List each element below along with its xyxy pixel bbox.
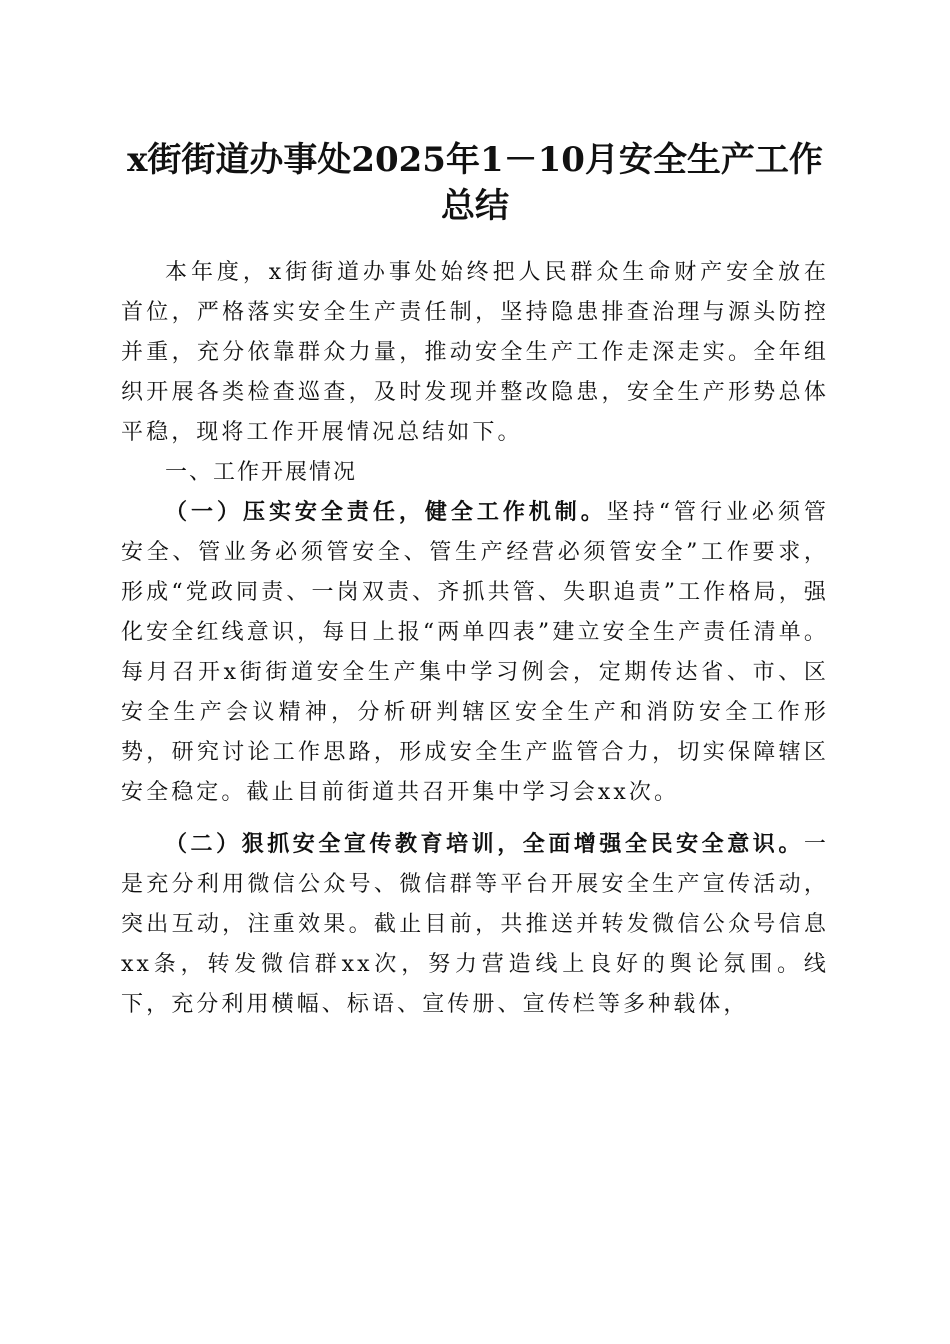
- subsection-2-paragraph: [121, 825, 829, 1025]
- intro-paragraph: 本年度，x街街道办事处始终把人民群众生命财产安全放在首位，严格落实安全生产责任制，坚持隐患排查治理与源头防控并重，充分依靠群众力量，推动安全生产工作走深走实。全年组织开展各类检查巡查，及时发现并整改隐患，安全生产形势总体平稳，现将工作开展情况总结如下。: [121, 260, 829, 445]
- document-title: [100, 137, 850, 229]
- document-body: [121, 253, 829, 1025]
- subsection-1-heading: （一）压实安全责任，健全工作机制。: [165, 500, 607, 525]
- title-line-2: 总结: [441, 186, 509, 226]
- subsection-2-body: 一是充分利用微信公众号、微信群等平台开展安全生产宣传活动，突出互动，注重效果。截止目前，共推送并转发微信公众号信息xx条，转发微信群xx次，努力营造线上良好的舆论氛围。线下，充分利用横幅、标语、宣传册、宣传栏等多种载体，: [121, 832, 829, 1017]
- subsection-1-body: 坚持“管行业必须管安全、管业务必须管安全、管生产经营必须管安全”工作要求，形成“党政同责、一岗双责、齐抓共管、失职追责”工作格局，强化安全红线意识，每日上报“两单四表”建立安全生产责任清单。每月召开x街街道安全生产集中学习例会，定期传达省、市、区安全生产会议精神，分析研判辖区安全生产和消防安全工作形势，研究讨论工作思路，形成安全生产监管合力，切实保障辖区安全稳定。截止目前街道共召开集中学习会xx次。: [121, 500, 829, 805]
- section-heading-1: 一、工作开展情况: [165, 460, 358, 485]
- subsection-1-paragraph: [121, 493, 829, 813]
- title-line-1: x街街道办事处2025年1－10月安全生产工作: [127, 140, 823, 180]
- paragraph-gap: [121, 813, 829, 825]
- subsection-2-heading: （二）狠抓安全宣传教育培训，全面增强全民安全意识。: [165, 832, 804, 857]
